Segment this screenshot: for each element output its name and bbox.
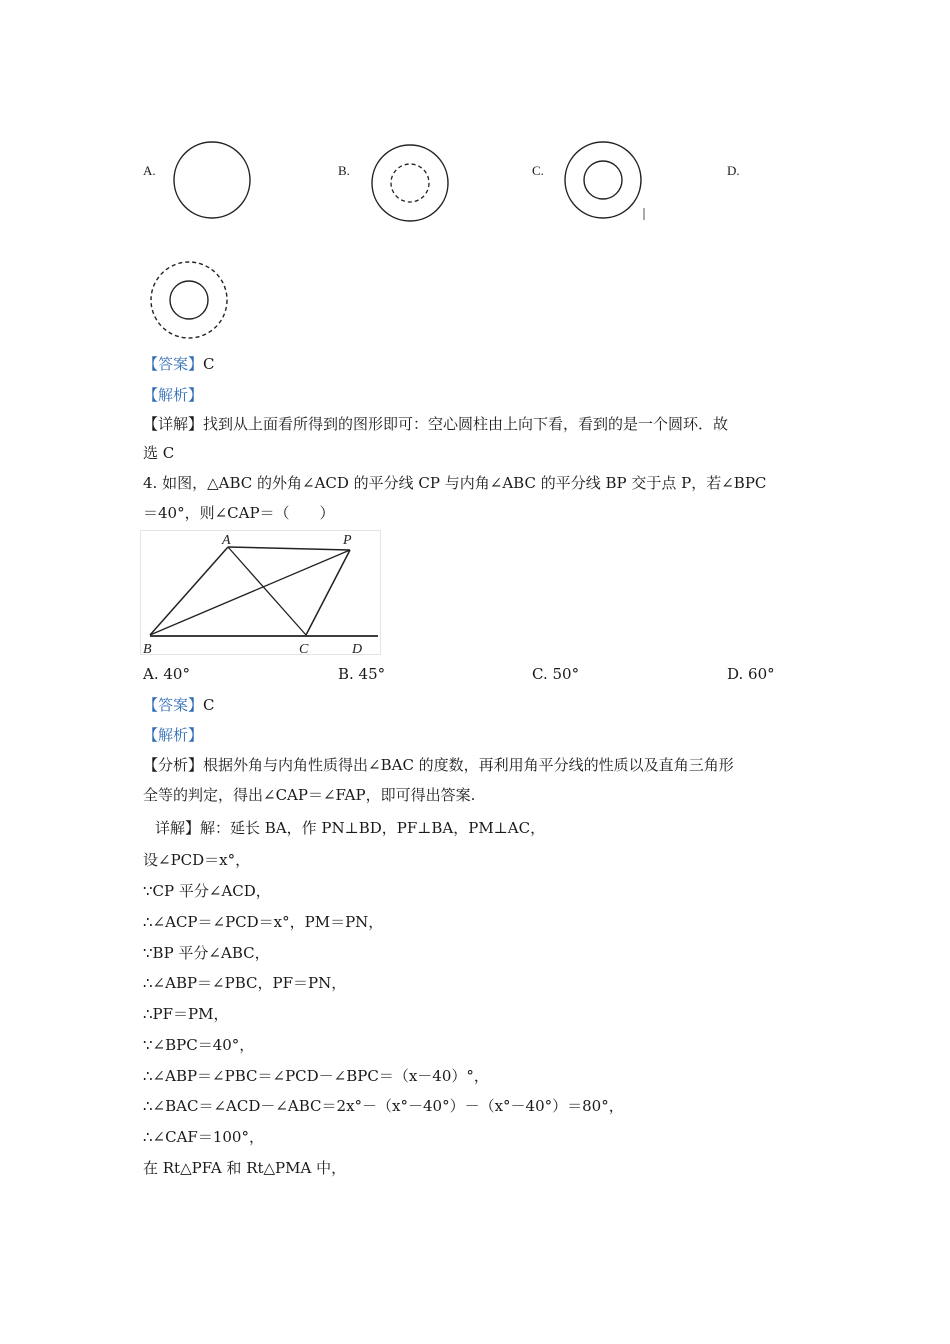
q4-choice-a: A. 40° <box>143 665 190 683</box>
fenxi-tag: 【分析】 <box>143 756 204 774</box>
segment-ac <box>228 547 306 635</box>
option-a-label: A. <box>143 163 156 178</box>
answer-value: C <box>203 355 215 373</box>
q3-answer <box>143 354 215 374</box>
label-a: A <box>222 533 231 548</box>
q3-detail-line2: 选 C <box>143 444 175 462</box>
detail-line1: 找到从上面看所得到的图形即可：空心圆柱由上向下看，看到的是一个圆环．故 <box>203 415 729 433</box>
q4-fenxi-line2: 全等的判定，得出∠CAP＝∠FAP，即可得出答案. <box>143 786 476 804</box>
segment-cp <box>306 550 350 635</box>
label-c: C <box>299 642 309 657</box>
solution-line-9: ∴∠BAC＝∠ACD－∠ABC＝2x°－（x°－40°）－（x°－40°）＝80°， <box>143 1097 624 1115</box>
inner-solid-circle <box>170 281 208 319</box>
answer-tag: 【答案】 <box>143 696 204 714</box>
solution-line-2: ∵CP 平分∠ACD， <box>143 882 271 900</box>
outer-dashed-circle <box>151 262 227 338</box>
outer-solid-circle <box>174 142 250 218</box>
solution-line-6: ∴PF＝PM， <box>143 1005 229 1023</box>
solution-line-4: ∵BP 平分∠ABC， <box>143 944 270 962</box>
q4-answer <box>143 695 215 715</box>
solution-line-1: 设∠PCD＝x°， <box>143 851 251 869</box>
q4-question-line2: ＝40°，则∠CAP＝（ ） <box>143 504 335 522</box>
segment-ab <box>150 547 228 635</box>
outer-solid-circle <box>372 145 448 221</box>
solution-line-3: ∴∠ACP＝∠PCD＝x°，PM＝PN， <box>143 913 384 931</box>
option-b-figure <box>369 142 451 224</box>
q3-analysis-tag: 【解析】 <box>143 386 204 404</box>
detail-tag: 【详解】 <box>143 415 204 433</box>
single-circle-figure <box>172 140 252 220</box>
q4-question-line1: 4. 如图，△ABC 的外角∠ACD 的平分线 CP 与内角∠ABC 的平分线 BP 交于点 P，若∠BPC <box>143 474 767 492</box>
outer-solid-circle <box>565 142 641 218</box>
q4-analysis-tag: 【解析】 <box>143 726 204 744</box>
option-b-label: B. <box>338 163 350 178</box>
inner-solid-circle <box>584 161 622 199</box>
answer-value: C <box>203 696 215 714</box>
segment-ap <box>228 547 350 550</box>
dashed-solid-circles-figure <box>148 260 234 342</box>
option-c-figure <box>562 140 648 222</box>
label-d: D <box>352 642 363 657</box>
solution-line-5: ∴∠ABP＝∠PBC，PF＝PN， <box>143 974 347 992</box>
solid-dashed-circles-figure <box>369 142 451 224</box>
fenxi-line1: 根据外角与内角性质得出∠BAC 的度数，再利用角平分线的性质以及直角三角形 <box>203 756 734 774</box>
q4-choice-d: D. 60° <box>727 665 775 683</box>
q4-choice-c: C. 50° <box>532 665 580 683</box>
solution-line-0: 详解】解：延长 BA，作 PN⊥BD，PF⊥BA，PM⊥AC， <box>155 819 546 837</box>
option-d-label: D. <box>727 163 740 178</box>
concentric-solid-circles-figure <box>562 140 648 222</box>
option-a-figure <box>172 140 252 220</box>
option-d-figure <box>148 260 234 342</box>
segment-bp <box>150 550 350 635</box>
solution-line-11: 在 Rt△PFA 和 Rt△PMA 中， <box>143 1159 347 1177</box>
q3-detail <box>143 414 728 434</box>
option-c-label: C. <box>532 163 544 178</box>
solution-line-8: ∴∠ABP＝∠PBC＝∠PCD－∠BPC＝（x－40）°， <box>143 1067 489 1085</box>
q4-fenxi <box>143 755 734 775</box>
label-b: B <box>143 642 152 657</box>
inner-dashed-circle <box>391 164 429 202</box>
q4-choice-b: B. 45° <box>338 665 386 683</box>
answer-tag: 【答案】 <box>143 355 204 373</box>
label-p: P <box>343 533 352 548</box>
q4-geometry-figure <box>140 530 385 658</box>
solution-line-10: ∴∠CAF＝100°， <box>143 1128 264 1146</box>
solution-line-7: ∵∠BPC＝40°， <box>143 1036 255 1054</box>
